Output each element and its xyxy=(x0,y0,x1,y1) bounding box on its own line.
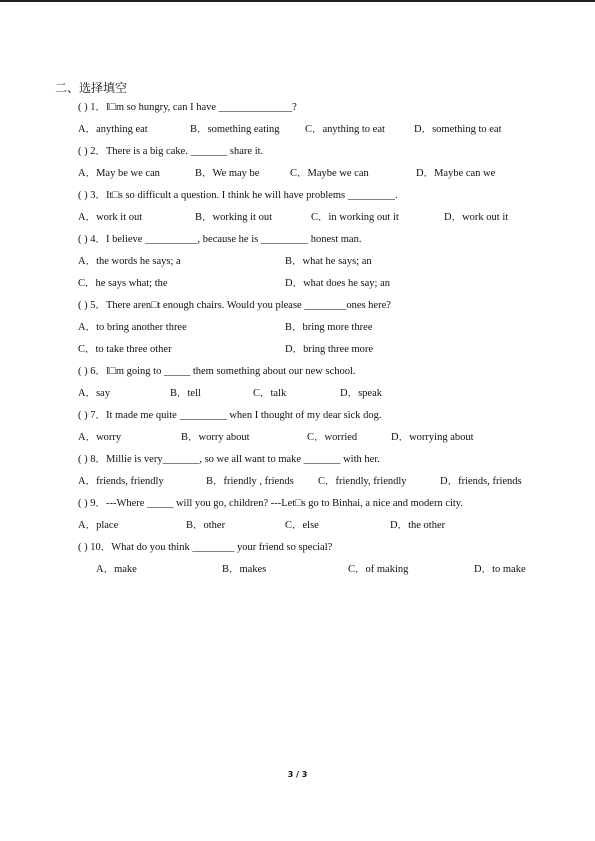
option-b: B．friendly , friends xyxy=(206,476,294,487)
option-d: D．to make xyxy=(474,564,526,575)
option-a: A．say xyxy=(78,388,111,399)
option-b: B．makes xyxy=(222,564,267,575)
option-a: A．to bring another three xyxy=(78,322,187,333)
section-title: 二、选择填空 xyxy=(55,81,128,95)
option-a: A．work it out xyxy=(78,212,143,223)
option-d: D．the other xyxy=(390,520,446,531)
option-c: C．else xyxy=(285,520,319,531)
option-b: B．tell xyxy=(170,388,201,399)
option-b: B．what he says; an xyxy=(285,256,372,267)
option-d: D．something to eat xyxy=(414,124,502,135)
option-a: A．May be we can xyxy=(78,168,160,179)
option-a: A．friends, friendly xyxy=(78,476,164,487)
question-stem: ( ) 9．---Where _____ will you go, children? ---Let□s go to Binhai, a nice and modern city. xyxy=(78,498,464,509)
option-c: C．in working out it xyxy=(311,212,399,223)
option-c: C．friendly, friendly xyxy=(318,476,407,487)
option-d: D．bring three more xyxy=(285,344,374,355)
question-stem: ( ) 10．What do you think ________ your friend so special? xyxy=(78,542,333,553)
option-d: D．friends, friends xyxy=(440,476,522,487)
option-b: B．worry about xyxy=(181,432,250,443)
option-c: C．anything to eat xyxy=(305,124,385,135)
option-d: D．speak xyxy=(340,388,382,399)
option-c: C．of making xyxy=(348,564,409,575)
option-d: D．Maybe can we xyxy=(416,168,496,179)
question-stem: ( ) 4．I believe __________, because he is _________ honest man. xyxy=(78,234,362,245)
option-b: B．We may be xyxy=(195,168,260,179)
option-a: A．make xyxy=(96,564,137,575)
option-b: B．something eating xyxy=(190,124,280,135)
option-a: A．worry xyxy=(78,432,122,443)
option-b: B．other xyxy=(186,520,226,531)
question-stem: ( ) 7．It made me quite _________ when I thought of my dear sick dog. xyxy=(78,410,382,421)
option-d: D．what does he say; an xyxy=(285,278,390,289)
question-stem: ( ) 6．I□m going to _____ them something about our new school. xyxy=(78,366,356,377)
option-d: D．work out it xyxy=(444,212,509,223)
page-number: 3 / 3 xyxy=(287,770,308,779)
option-d: D．worrying about xyxy=(391,432,474,443)
question-stem: ( ) 2．There is a big cake. _______ share it. xyxy=(78,146,264,157)
top-rule xyxy=(0,0,595,2)
option-c: C．Maybe we can xyxy=(290,168,369,179)
option-a: A．place xyxy=(78,520,119,531)
option-b: B．bring more three xyxy=(285,322,373,333)
option-b: B．working it out xyxy=(195,212,273,223)
option-c: C．talk xyxy=(253,388,287,399)
option-a: A．the words he says; a xyxy=(78,256,181,267)
question-stem: ( ) 8．Millie is very_______, so we all want to make _______ with her. xyxy=(78,454,380,465)
option-c: C．worried xyxy=(307,432,358,443)
option-c: C．he says what; the xyxy=(78,278,168,289)
question-stem: ( ) 1．I□m so hungry, can I have ______________? xyxy=(78,102,297,113)
option-a: A．anything eat xyxy=(78,124,148,135)
question-stem: ( ) 5．There aren□t enough chairs. Would you please ________ones here? xyxy=(78,300,391,311)
option-c: C．to take three other xyxy=(78,344,172,355)
question-stem: ( ) 3．It□s so difficult a question. I think he will have problems _________. xyxy=(78,190,398,201)
